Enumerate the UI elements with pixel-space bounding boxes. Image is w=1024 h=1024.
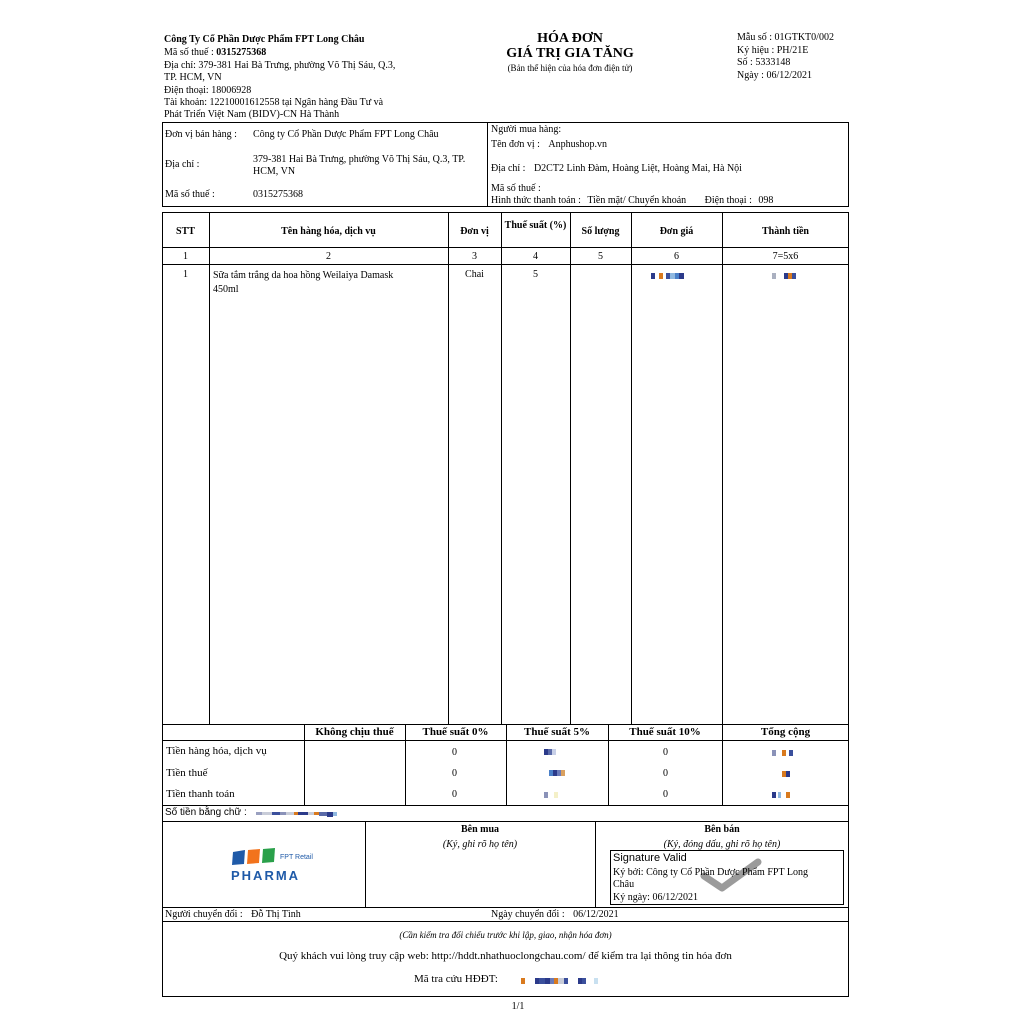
logo-pharma: PHARMA [231,868,301,883]
header-unit: Đơn vị [460,226,489,237]
row-line [162,247,849,248]
buyer-unit-label: Tên đơn vị : [491,139,540,150]
header-name: Tên hàng hóa, dịch vụ [281,226,376,237]
sum-0pct-tax: 0 [452,768,457,779]
signed-date: Ký ngày: 06/12/2021 [613,892,698,903]
seller-box-address-label: Địa chỉ : [165,159,200,170]
invoice-symbol: Ký hiệu : PH/21E [737,45,809,56]
seller-box-address-line1: 379-381 Hai Bà Trưng, phường Võ Thị Sáu, Q.3, TP. [253,154,466,165]
buyer-address-value: D2CT2 Linh Đàm, Hoàng Liệt, Hoàng Mai, Hà Nội [533,163,742,174]
num-4: 4 [533,251,538,262]
seller-account-line2: Phát Triển Việt Nam (BIDV)-CN Hà Thành [164,109,340,120]
converter-label: Người chuyển đổi : [165,909,243,920]
sum-row-pay: Tiền thanh toán [166,788,235,800]
signed-by-line2: Châu [613,879,635,890]
lookup-code-redacted [521,978,598,984]
seller-account-line1: Tài khoản: 12210001612558 tại Ngân hàng Đầu Tư và [164,97,384,108]
col-line [570,212,571,724]
fpt-logo-icon [231,848,277,866]
seller-phone: Điện thoại: 18006928 [164,85,252,96]
converter-name: Đỗ Thị Tình [251,909,301,920]
seller-unit-value: Công ty Cổ Phần Dược Phẩm FPT Long Châu [253,129,439,140]
item-amount-redacted [772,273,796,279]
footer-note: (Cần kiểm tra đối chiếu trước khi lập, giao, nhận hóa đơn) [399,930,612,940]
sum-10pct-goods: 0 [663,747,668,758]
sum-total-tax-redacted [782,771,790,777]
sum-header-0: Thuế suất 0% [422,726,489,738]
num-1: 1 [183,251,188,262]
header-stt: STT [176,226,195,237]
words-label: Số tiền bằng chữ : [165,807,247,818]
sum-0pct-pay: 0 [452,789,457,800]
sum-header-10: Thuế suất 10% [629,726,701,738]
words-redacted [256,812,337,817]
footer-visit-text: Quý khách vui lòng truy cập web: http://hddt.nhathuoclongchau.com/ để kiểm tra lại thông tin hóa đơn [279,950,732,962]
items-table [162,212,849,806]
header-tax: Thuế suất (%) [504,220,567,231]
col-line [631,212,632,724]
logo-fpt-retail: FPT Retail [280,854,313,861]
buyer-tax-label: Mã số thuế : [491,183,541,194]
seller-sign-note: (Ký, đóng dấu, ghi rõ họ tên) [663,839,781,850]
num-2: 2 [326,251,331,262]
sum-row-tax: Tiền thuế [166,767,208,779]
buyer-unit-value: Anphushop.vn [548,139,608,150]
seller-box-tax-label: Mã số thuế : [165,189,215,200]
sum-total-goods-redacted [772,750,793,756]
sum-10pct-tax: 0 [663,768,668,779]
convert-date-label: Ngày chuyển đổi : [491,909,565,920]
party-divider [487,122,488,207]
header-price: Đơn giá [659,226,694,237]
col-line [722,212,723,724]
lookup-code-label: Mã tra cứu HĐĐT: [414,973,498,985]
header-amount: Thành tiền [762,226,809,237]
buyer-unit-line [491,139,607,151]
sum-total-pay-redacted [772,792,790,798]
invoice-subtitle: (Bản thể hiện của hóa đơn điện tử) [507,63,633,73]
col-line [501,212,502,724]
invoice-date: Ngày : 06/12/2021 [737,70,812,81]
seller-company-name: Công Ty Cổ Phần Dược Phẩm FPT Long Châu [164,34,365,45]
buyer-label: Người mua hàng: [491,124,562,135]
sum-header-no-tax: Không chịu thuế [315,726,394,738]
seller-box-tax-value: 0315275368 [253,189,303,200]
seller-unit-label: Đơn vị bán hàng : [165,129,237,140]
buyer-sign-note: (Ký, ghi rõ họ tên) [442,839,518,850]
sum-5pct-pay-redacted [544,792,558,798]
item-tax: 5 [533,269,538,280]
item-name-line2: 450ml [213,284,239,295]
sum-10pct-pay: 0 [663,789,668,800]
buyer-address-line [491,163,742,175]
item-stt: 1 [183,269,188,280]
sum-header-total: Tổng cộng [760,726,811,738]
sum-header-5: Thuế suất 5% [523,726,591,738]
seller-address-line2: TP. HCM, VN [164,72,222,83]
buyer-phone-label: Điện thoại : [704,195,752,206]
row-line [162,264,849,265]
seller-tax-line [164,47,266,59]
seller-tax-label: Mã số thuế : [164,47,214,58]
seller-box-address-line2: HCM, VN [253,166,296,177]
signed-by-line1: Ký bởi: Công ty Cổ Phần Dược Phẩm FPT Long [613,867,808,878]
signature-valid-text: Signature Valid [613,852,687,864]
sum-0pct-goods: 0 [452,747,457,758]
invoice-title: HÓA ĐƠN [537,31,603,46]
invoice-title-vat: GIÁ TRỊ GIA TĂNG [506,46,634,61]
col-line [209,212,210,724]
seller-address-line1: Địa chỉ: 379-381 Hai Bà Trưng, phường Võ Thị Sáu, Q.3, [164,60,396,71]
item-name-line1: Sữa tắm trắng da hoa hồng Weilaiya Damask [213,270,394,281]
num-7: 7=5x6 [772,251,799,262]
convert-date-line [491,909,619,921]
seller-sign-title: Bên bán [704,824,740,835]
num-5: 5 [598,251,603,262]
sum-row-goods: Tiền hàng hóa, dịch vụ [166,745,267,757]
seller-tax-code: 0315275368 [216,47,267,58]
buyer-payment-label: Hình thức thanh toán : [491,195,581,206]
invoice-number: Số : 5333148 [737,57,791,68]
item-unit: Chai [465,269,484,280]
num-6: 6 [674,251,679,262]
col-line [448,212,449,724]
header-qty: Số lượng [581,226,620,237]
converter-line [165,909,301,921]
page-number: 1/1 [511,1001,525,1012]
sum-5pct-tax-redacted [549,770,565,776]
sum-5pct-goods-redacted [544,749,556,755]
item-price-redacted [651,273,684,279]
buyer-address-label: Địa chỉ : [491,163,526,174]
buyer-payment-line [491,195,773,207]
buyer-sign-title: Bên mua [460,824,500,835]
convert-date-value: 06/12/2021 [573,909,619,920]
invoice-form: Mẫu số : 01GTKT0/002 [737,32,834,43]
buyer-phone-value: 098 [758,195,774,206]
buyer-payment-value: Tiền mặt/ Chuyển khoản [587,195,687,206]
num-3: 3 [472,251,477,262]
